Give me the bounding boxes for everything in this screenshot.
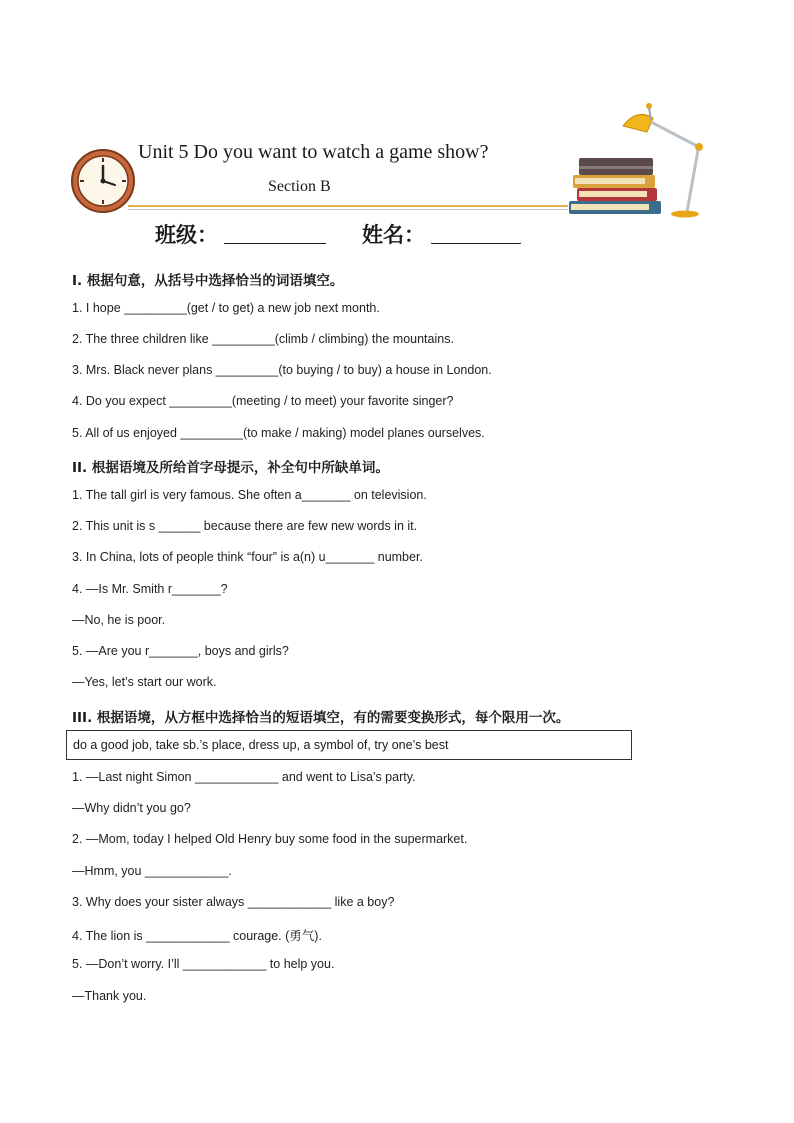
part3-item-1-reply: —Why didn’t you go? <box>72 801 191 815</box>
part1-item-3: 3. Mrs. Black never plans _________(to buying / to buy) a house in London. <box>72 363 492 377</box>
worksheet-header <box>0 0 794 260</box>
name-blank[interactable] <box>431 223 521 244</box>
part3-item-2-reply: —Hmm, you ____________. <box>72 864 232 878</box>
part2-item-3: 3. In China, lots of people think “four” is a(n) u_______ number. <box>72 550 423 564</box>
class-label: 班级： <box>155 223 218 247</box>
header-rule-shadow <box>128 209 568 210</box>
part1-item-4: 4. Do you expect _________(meeting / to meet) your favorite singer? <box>72 394 454 408</box>
part3-item-1: 1. —Last night Simon ____________ and went to Lisa’s party. <box>72 770 416 784</box>
class-name-line <box>155 219 521 249</box>
part2-item-1: 1. The tall girl is very famous. She often a_______ on television. <box>72 488 427 502</box>
part3-item-4: 4. The lion is ____________ courage. (勇气). <box>72 929 322 943</box>
part1-item-1: 1. I hope _________(get / to get) a new job next month. <box>72 301 380 315</box>
part2-item-2: 2. This unit is s ______ because there are few new words in it. <box>72 519 418 533</box>
books-lamp-icon <box>565 100 715 220</box>
part1-item-5: 5. All of us enjoyed _________(to make / making) model planes ourselves. <box>72 426 485 440</box>
unit-title: Unit 5 Do you want to watch a game show? <box>138 141 489 163</box>
part3-heading: III. 根据语境，从方框中选择恰当的短语填空，有的需要变换形式，每个限用一次。 <box>72 710 570 726</box>
part2-item-5-answer: —Yes, let’s start our work. <box>72 675 217 689</box>
part3-item-3: 3. Why does your sister always ____________ like a boy? <box>72 895 395 909</box>
part2-item-4: 4. —Is Mr. Smith r_______? <box>72 582 228 596</box>
header-rule <box>128 205 568 207</box>
class-blank[interactable] <box>224 223 326 244</box>
part2-item-5: 5. —Are you r_______, boys and girls? <box>72 644 289 658</box>
phrase-box: do a good job, take sb.’s place, dress up, a symbol of, try one’s best <box>66 730 632 760</box>
part3-item-5: 5. —Don’t worry. I’ll ____________ to help you. <box>72 957 335 971</box>
clock-icon <box>70 148 136 214</box>
part1-item-2: 2. The three children like _________(climb / climbing) the mountains. <box>72 332 454 346</box>
part3-item-2: 2. —Mom, today I helped Old Henry buy some food in the supermarket. <box>72 832 468 846</box>
part1-heading: Ⅰ. 根据句意，从括号中选择恰当的词语填空。 <box>72 273 344 289</box>
part3-item-5-reply: —Thank you. <box>72 989 147 1003</box>
section-title: Section B <box>268 178 331 195</box>
name-label: 姓名： <box>362 223 425 247</box>
part2-item-4-answer: —No, he is poor. <box>72 613 166 627</box>
part2-heading: II. 根据语境及所给首字母提示，补全句中所缺单词。 <box>72 460 389 476</box>
